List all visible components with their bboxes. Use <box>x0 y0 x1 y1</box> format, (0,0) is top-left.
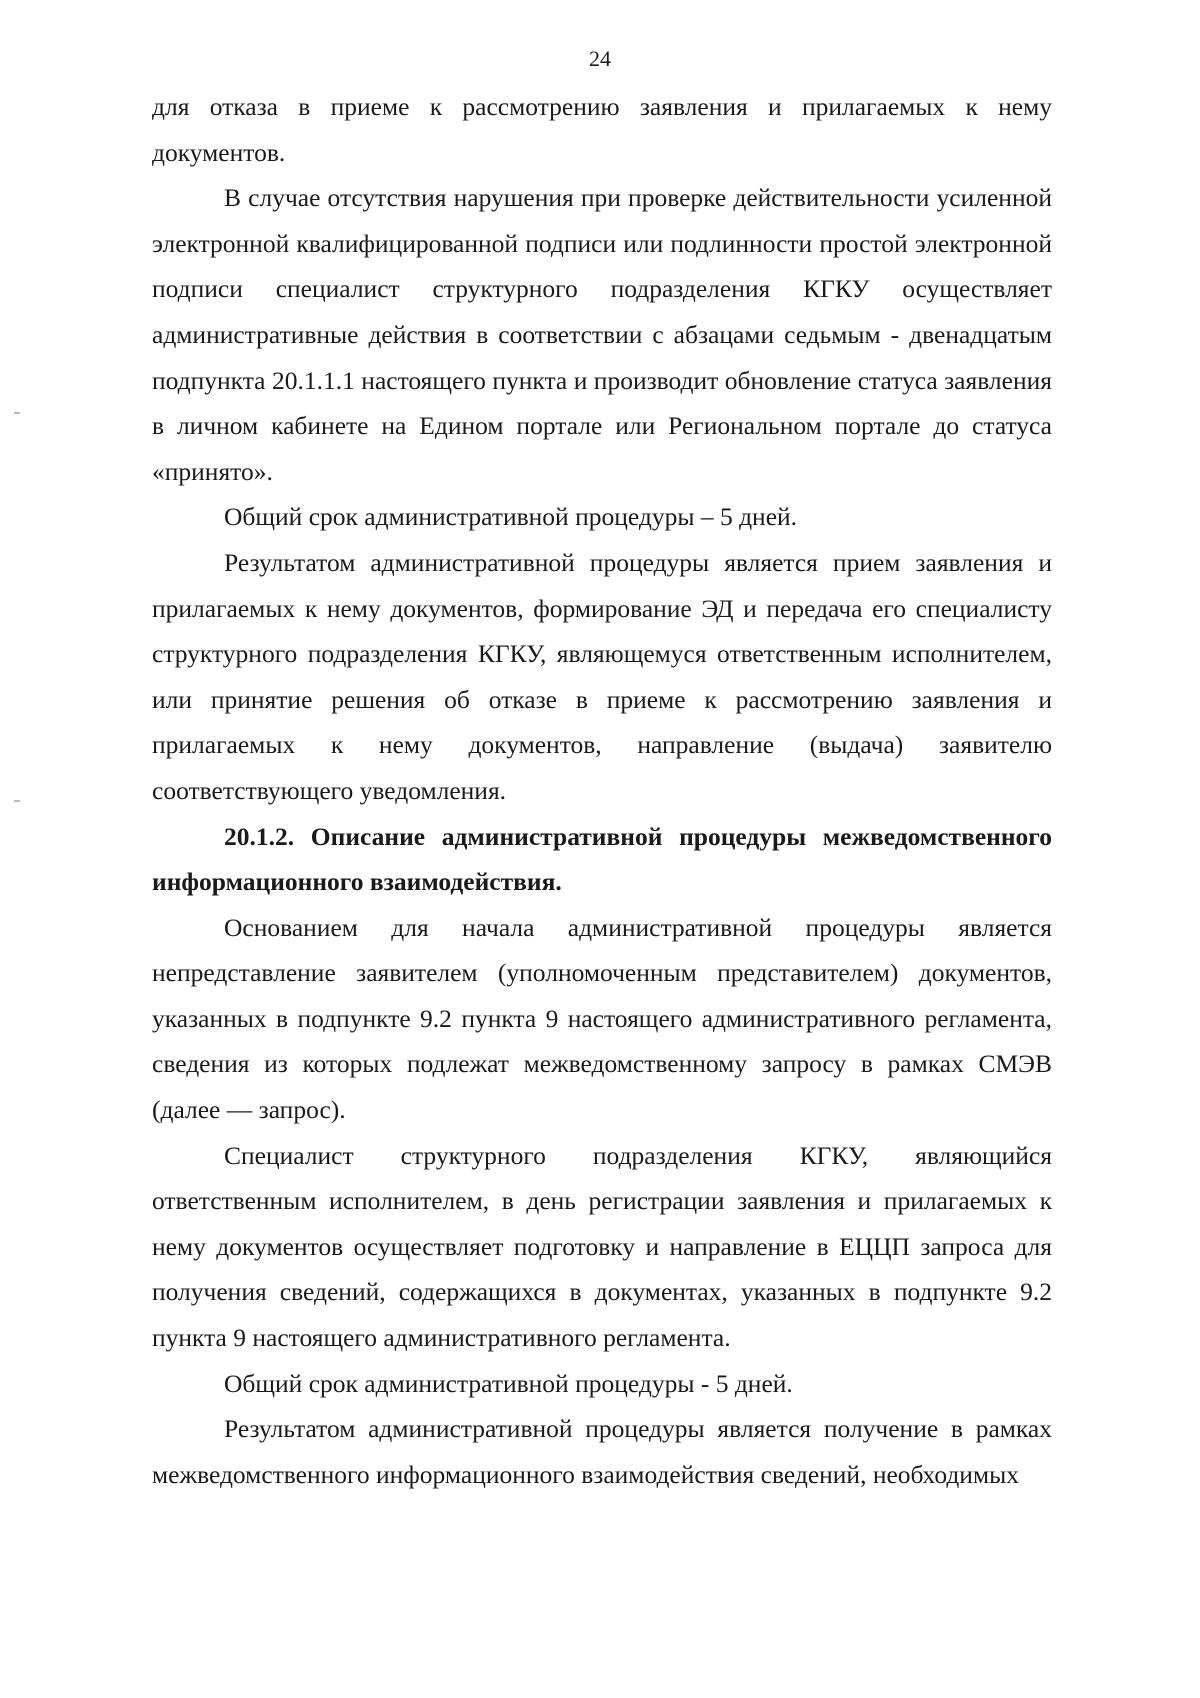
document-body <box>152 84 1052 1497</box>
paragraph-continuation: для отказа в приеме к рассмотрению заявления и прилагаемых к нему документов. <box>152 92 1052 167</box>
section-heading: 20.1.2. Описание административной процедуры межведомственного информационного взаимодействия. <box>152 821 1052 897</box>
scan-margin-mark <box>14 412 20 414</box>
paragraph: Общий срок административной процедуры - 5 дней. <box>224 1368 793 1398</box>
paragraph: Основанием для начала административной процедуры является непредставление заявителем (уполномоченным представителем) документов, указанных в подпункте 9.2 пункта 9 настоящего административного регламента, сведения из которых подлежат межведомственному запросу в рамках СМЭВ (далее — запрос). <box>152 912 1052 1125</box>
scan-margin-mark <box>14 800 20 802</box>
page-number: 24 <box>589 46 611 71</box>
paragraph: Результатом административной процедуры является получение в рамках межведомственного информационного взаимодействия сведений, необходимых <box>152 1414 1052 1489</box>
paragraph: Общий срок административной процедуры – 5 дней. <box>224 502 798 532</box>
paragraph: В случае отсутствия нарушения при проверке действительности усиленной электронной квалифицированной подписи или подлинности простой электронной подписи специалист структурного подразделения КГКУ осуществляет административные действия в соответствии с абзацами седьмым - двенадцатым подпункта 20.1.1.1 настоящего пункта и производит обновление статуса заявления в личном кабинете на Едином портале или Региональном портале до статуса «принято». <box>152 183 1052 486</box>
paragraph: Результатом административной процедуры является прием заявления и прилагаемых к нему документов, формирование ЭД и передача его специалисту структурного подразделения КГКУ, являющемуся ответственным исполнителем, или принятие решения об отказе в приеме к рассмотрению заявления и прилагаемых к нему документов, направление (выдача) заявителю соответствующего уведомления. <box>152 547 1052 805</box>
paragraph: Специалист структурного подразделения КГКУ, являющийся ответственным исполнителем, в день регистрации заявления и прилагаемых к нему документов осуществляет подготовку и направление в ЕЦЦП запроса для получения сведений, содержащихся в документах, указанных в подпункте 9.2 пункта 9 настоящего административного регламента. <box>152 1140 1052 1353</box>
